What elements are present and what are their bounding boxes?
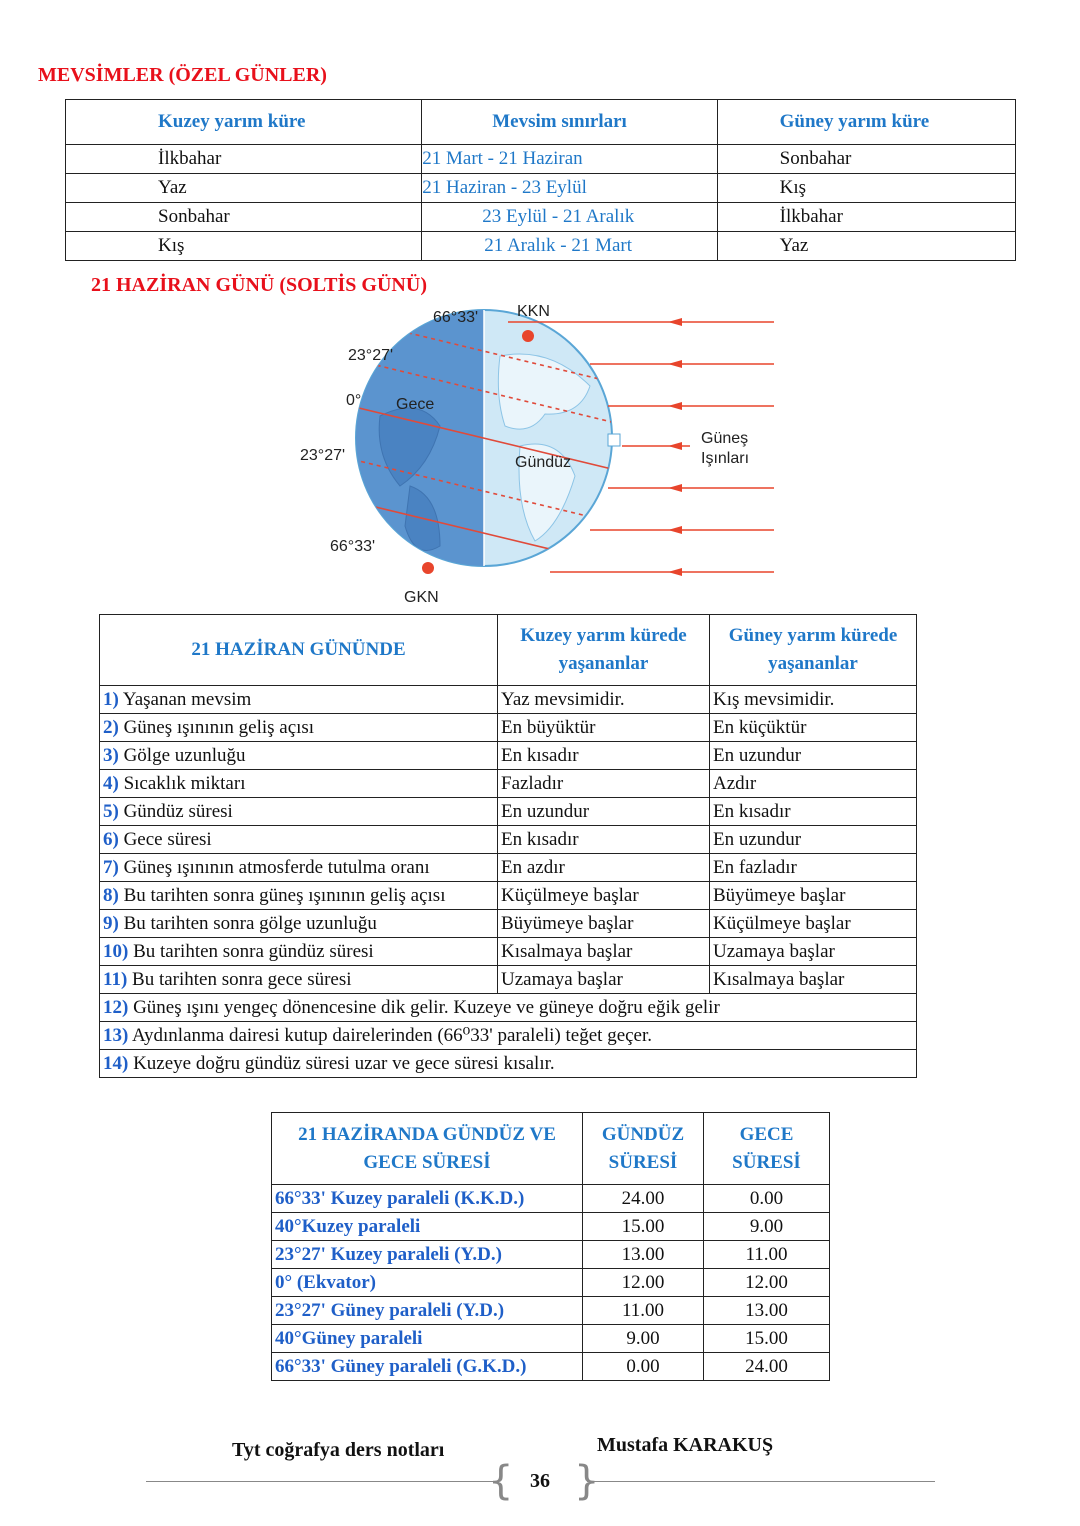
row-number: 9)	[103, 912, 119, 934]
june-row-label	[100, 938, 498, 966]
right-angle-marker	[608, 434, 620, 446]
june-row-south: Azdır	[710, 770, 917, 798]
duration-night: 24.00	[704, 1353, 830, 1381]
june-row-label	[100, 770, 498, 798]
row-label-text: Bu tarihten sonra gece süresi	[132, 968, 352, 990]
table-row	[100, 1022, 917, 1050]
june-row-north: Fazladır	[498, 770, 710, 798]
duration-day: 12.00	[583, 1269, 704, 1297]
table-row	[100, 882, 917, 910]
june-row-south: Kısalmaya başlar	[710, 966, 917, 994]
duration-latitude: 66°33' Kuzey paraleli (K.K.D.)	[272, 1185, 583, 1213]
june-row-south: Küçülmeye başlar	[710, 910, 917, 938]
june-row-label	[100, 910, 498, 938]
duration-day: 9.00	[583, 1325, 704, 1353]
table-row	[100, 770, 917, 798]
june-row-label	[100, 742, 498, 770]
seasons-header-boundaries: Mevsim sınırları	[422, 100, 717, 145]
row-label-text: Gündüz süresi	[123, 800, 233, 822]
day-night-duration-table	[271, 1112, 830, 1381]
table-row	[272, 1297, 830, 1325]
duration-night: 15.00	[704, 1325, 830, 1353]
duration-header-day	[583, 1113, 704, 1185]
table-row	[100, 714, 917, 742]
table-row	[100, 938, 917, 966]
duration-header-row	[272, 1113, 830, 1185]
june-full-row	[100, 994, 917, 1022]
duration-header-night-line2: SÜRESİ	[732, 1151, 801, 1173]
june-header-south-line1: Güney yarım kürede	[728, 625, 898, 646]
footer-divider-left	[146, 1481, 496, 1482]
south-pole-marker	[422, 562, 434, 574]
june-row-south: En küçüktür	[710, 714, 917, 742]
row-number: 14)	[103, 1052, 129, 1074]
seasons-table	[65, 99, 1016, 261]
duration-header-day-line2: SÜRESİ	[608, 1151, 678, 1173]
label-66-south: 66°33'	[330, 538, 376, 555]
seasons-header-row	[66, 100, 1016, 145]
table-row	[272, 1269, 830, 1297]
table-row	[272, 1185, 830, 1213]
duration-night: 9.00	[704, 1213, 830, 1241]
table-row	[66, 203, 1016, 232]
row-label-text: Gece süresi	[123, 828, 212, 850]
june-row-south: Kış mevsimidir.	[710, 686, 917, 714]
row-label-text: Bu tarihten sonra gölge uzunluğu	[123, 912, 377, 934]
row-number: 3)	[103, 744, 119, 766]
row-label-text: Yaşanan mevsim	[122, 688, 252, 710]
june-header-north-line2: yaşananlar	[558, 653, 649, 674]
june-row-label	[100, 854, 498, 882]
table-row	[272, 1241, 830, 1269]
june-row-south: Büyümeye başlar	[710, 882, 917, 910]
footer-author: Mustafa KARAKUŞ	[597, 1434, 774, 1456]
footer-divider-right	[587, 1481, 935, 1482]
row-number: 13)	[103, 1025, 129, 1046]
duration-header-latitude-line2: GECE SÜRESİ	[363, 1151, 491, 1173]
season-range: 21 Mart - 21 Haziran	[422, 145, 717, 174]
duration-day: 0.00	[583, 1353, 704, 1381]
row-label-text: Bu tarihten sonra güneş ışınının geliş açısı	[123, 884, 446, 906]
june-header-main: 21 HAZİRAN GÜNÜNDE	[100, 615, 498, 686]
duration-latitude: 40°Kuzey paraleli	[272, 1213, 583, 1241]
june-row-north: En uzundur	[498, 798, 710, 826]
season-range: 23 Eylül - 21 Aralık	[422, 203, 717, 232]
duration-day: 15.00	[583, 1213, 704, 1241]
season-south: Sonbahar	[717, 145, 1015, 174]
left-brace-icon: {	[488, 1458, 514, 1504]
june-row-north: En kısadır	[498, 826, 710, 854]
row-text: Güneş ışını yengeç dönencesine dik gelir. Kuzeye ve güneye doğru eğik gelir	[133, 996, 720, 1018]
duration-header-night	[704, 1113, 830, 1185]
table-row	[100, 1050, 917, 1078]
june-table-header-row	[100, 615, 917, 686]
june-full-row	[100, 1022, 917, 1050]
table-row	[272, 1353, 830, 1381]
row-label-text: Güneş ışınının geliş açısı	[123, 716, 315, 738]
table-row	[66, 174, 1016, 203]
june-row-north: Küçülmeye başlar	[498, 882, 710, 910]
june-header-south-line2: yaşananlar	[768, 653, 858, 674]
label-23-north: 23°27'	[348, 347, 394, 364]
june-header-north	[498, 615, 710, 686]
row-number: 10)	[103, 940, 129, 962]
label-kkn: KKN	[517, 303, 550, 320]
table-row	[100, 966, 917, 994]
row-number: 7)	[103, 856, 119, 878]
row-number: 6)	[103, 828, 119, 850]
season-range: 21 Aralık - 21 Mart	[422, 232, 717, 261]
row-number: 1)	[103, 688, 119, 710]
duration-latitude: 66°33' Güney paraleli (G.K.D.)	[272, 1353, 583, 1381]
season-south: Kış	[717, 174, 1015, 203]
june-row-south: En kısadır	[710, 798, 917, 826]
duration-rows	[272, 1185, 830, 1381]
right-brace-icon: }	[574, 1458, 600, 1504]
june-row-label	[100, 714, 498, 742]
duration-night: 12.00	[704, 1269, 830, 1297]
june-row-north: En kısadır	[498, 742, 710, 770]
row-number: 12)	[103, 996, 129, 1018]
june-row-south: Uzamaya başlar	[710, 938, 917, 966]
duration-night: 0.00	[704, 1185, 830, 1213]
season-north: İlkbahar	[66, 145, 422, 174]
duration-header-latitude-line1: 21 HAZİRANDA GÜNDÜZ VE	[298, 1123, 556, 1145]
duration-day: 11.00	[583, 1297, 704, 1325]
north-pole-marker	[522, 330, 534, 342]
label-gunes: Güneş	[701, 430, 749, 447]
table-row	[66, 145, 1016, 174]
season-north: Yaz	[66, 174, 422, 203]
label-23-south: 23°27'	[300, 447, 346, 464]
label-gkn: GKN	[404, 589, 439, 606]
row-number: 4)	[103, 772, 119, 794]
table-row	[100, 742, 917, 770]
label-gunduz: Gündüz	[515, 454, 572, 471]
table-row	[66, 232, 1016, 261]
june-row-south: En fazladır	[710, 854, 917, 882]
june-row-north: En azdır	[498, 854, 710, 882]
season-range: 21 Haziran - 23 Eylül	[422, 174, 717, 203]
table-row	[272, 1213, 830, 1241]
june-row-south: En uzundur	[710, 742, 917, 770]
row-label-text: Sıcaklık miktarı	[123, 772, 246, 794]
seasons-header-north: Kuzey yarım küre	[66, 100, 422, 145]
table-row	[100, 910, 917, 938]
june-row-north: Kısalmaya başlar	[498, 938, 710, 966]
june-row-label	[100, 686, 498, 714]
season-north: Kış	[66, 232, 422, 261]
june-row-north: Uzamaya başlar	[498, 966, 710, 994]
table-row	[100, 854, 917, 882]
row-number: 8)	[103, 884, 119, 906]
duration-day: 13.00	[583, 1241, 704, 1269]
duration-latitude: 23°27' Kuzey paraleli (Y.D.)	[272, 1241, 583, 1269]
duration-latitude: 23°27' Güney paraleli (Y.D.)	[272, 1297, 583, 1325]
section-title: 21 HAZİRAN GÜNÜ (SOLTİS GÜNÜ)	[91, 274, 427, 296]
table-row	[100, 994, 917, 1022]
june-row-north: En büyüktür	[498, 714, 710, 742]
june-21-table	[99, 614, 917, 1078]
row-number: 5)	[103, 800, 119, 822]
label-gece: Gece	[396, 396, 435, 413]
table-row	[100, 798, 917, 826]
row-text: Aydınlanma dairesi kutup dairelerinden (66⁰33' paraleli) teğet geçer.	[132, 1025, 653, 1046]
table-row	[272, 1325, 830, 1353]
duration-night: 13.00	[704, 1297, 830, 1325]
page-number: 36	[530, 1470, 550, 1492]
row-label-text: Gölge uzunluğu	[123, 744, 246, 766]
label-equator: 0°	[346, 392, 362, 409]
row-number: 2)	[103, 716, 119, 738]
row-label-text: Güneş ışınının atmosferde tutulma oranı	[123, 856, 430, 878]
june-rows	[100, 686, 917, 1078]
sun-ray-arrows	[668, 318, 682, 576]
season-south: Yaz	[717, 232, 1015, 261]
duration-header-night-line1: GECE	[739, 1123, 794, 1145]
duration-latitude: 40°Güney paraleli	[272, 1325, 583, 1353]
row-number: 11)	[103, 968, 128, 990]
june-row-north: Yaz mevsimidir.	[498, 686, 710, 714]
label-isinlari: Işınları	[701, 450, 750, 467]
june-row-label	[100, 798, 498, 826]
june-header-north-line1: Kuzey yarım kürede	[520, 625, 687, 646]
season-south: İlkbahar	[717, 203, 1015, 232]
row-label-text: Bu tarihten sonra gündüz süresi	[133, 940, 374, 962]
main-title: MEVSİMLER (ÖZEL GÜNLER)	[38, 64, 327, 86]
june-row-label	[100, 826, 498, 854]
june-full-row	[100, 1050, 917, 1078]
june-row-label	[100, 882, 498, 910]
june-row-label	[100, 966, 498, 994]
june-row-north: Büyümeye başlar	[498, 910, 710, 938]
duration-day: 24.00	[583, 1185, 704, 1213]
duration-night: 11.00	[704, 1241, 830, 1269]
june-header-south	[710, 615, 917, 686]
june-row-south: En uzundur	[710, 826, 917, 854]
footer-course-title: Tyt coğrafya ders notları	[232, 1439, 445, 1461]
seasons-header-south: Güney yarım küre	[717, 100, 1015, 145]
label-66-north: 66°33'	[433, 309, 479, 326]
row-text: Kuzeye doğru gündüz süresi uzar ve gece süresi kısalır.	[133, 1052, 555, 1074]
duration-header-day-line1: GÜNDÜZ	[601, 1123, 685, 1145]
season-north: Sonbahar	[66, 203, 422, 232]
globe-figure	[290, 296, 790, 612]
duration-header-latitude	[272, 1113, 583, 1185]
table-row	[100, 826, 917, 854]
duration-latitude: 0° (Ekvator)	[272, 1269, 583, 1297]
table-row	[100, 686, 917, 714]
